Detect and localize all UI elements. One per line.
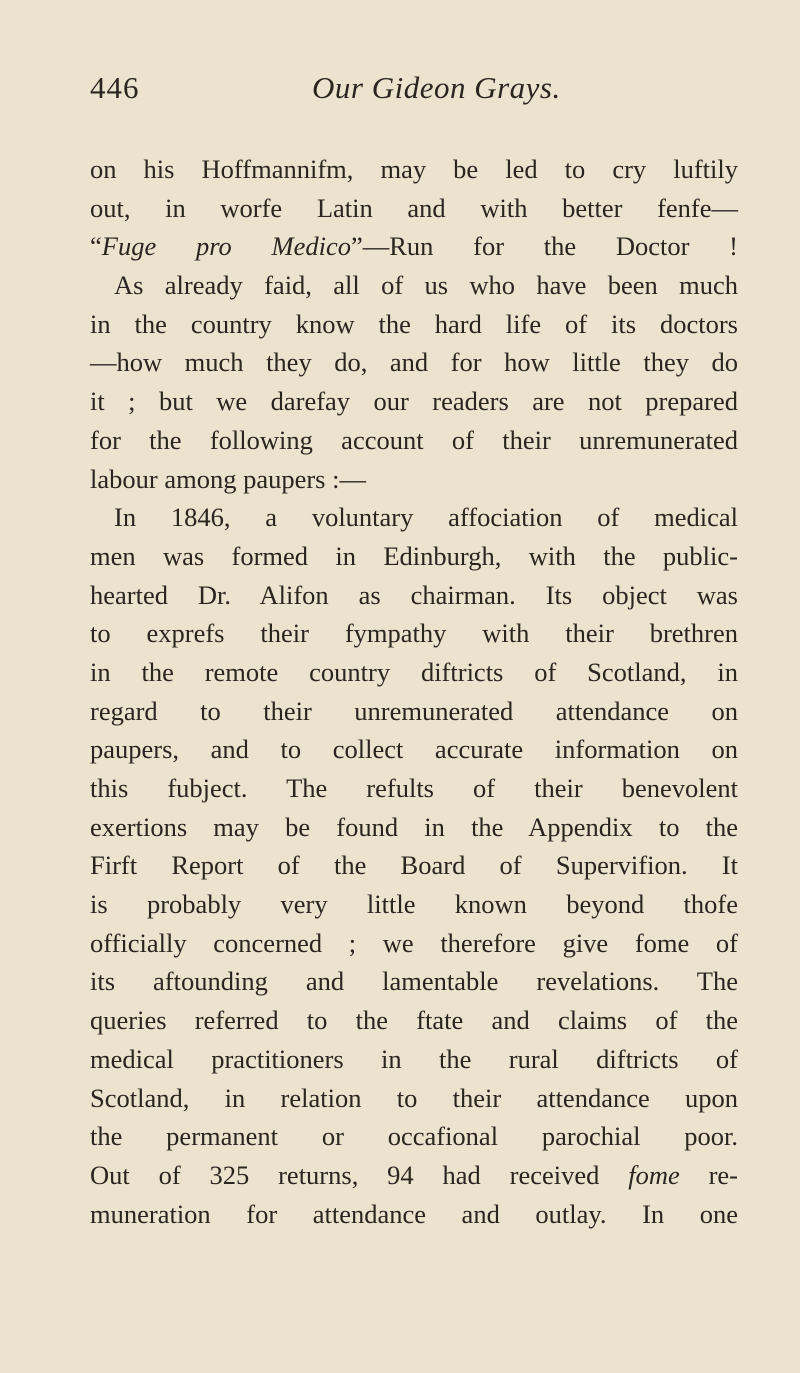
text-line: Firft Report of the Board of Supervifion. It	[90, 850, 738, 881]
paragraph-start-line: As already faid, all of us who have been much	[114, 270, 738, 301]
text-line: is probably very little known beyond thofe	[90, 889, 738, 920]
paragraph-end-line: labour among paupers :—	[90, 463, 366, 494]
text-line: the permanent or occafional parochial poor.	[90, 1121, 738, 1152]
text-line: Out of 325 returns, 94 had received fome re-	[90, 1159, 738, 1190]
text-line: exertions may be found in the Appendix to the	[90, 811, 738, 842]
text-line: it ; but we darefay our readers are not prepared	[90, 386, 738, 417]
text-line: —how much they do, and for how little they do	[90, 347, 738, 378]
text-line: muneration for attendance and outlay. In one	[90, 1198, 738, 1229]
text-line: queries referred to the ftate and claims of the	[90, 1005, 738, 1036]
text-line: regard to their unremunerated attendance on	[90, 695, 738, 726]
text-line: this fubject. The refults of their benevolent	[90, 773, 738, 803]
italic-word: fome	[628, 1159, 680, 1190]
text-line: “Fuge pro Medico”—Run for the Doctor !	[90, 231, 738, 262]
text-line: out, in worfe Latin and with better fenfe—	[90, 192, 738, 223]
paragraph-start-line: In 1846, a voluntary affociation of medical	[114, 502, 738, 533]
text-line: men was formed in Edinburgh, with the public-	[90, 540, 738, 571]
text-line: Scotland, in relation to their attendance upon	[90, 1082, 738, 1113]
text-line: to exprefs their fympathy with their brethren	[90, 618, 738, 649]
running-title: Our Gideon Grays.	[312, 70, 561, 105]
text-line: hearted Dr. Alifon as chairman. Its object was	[90, 579, 738, 610]
text-line: on his Hoffmannifm, may be led to cry luftily	[90, 154, 738, 184]
text-line: in the remote country diftricts of Scotland, in	[90, 656, 738, 687]
running-head	[90, 70, 730, 120]
text-line: its aftounding and lamentable revelations. The	[90, 966, 738, 997]
text-line: paupers, and to collect accurate information on	[90, 734, 738, 765]
text-line: officially concerned ; we therefore give fome of	[90, 927, 738, 958]
text-line: in the country know the hard life of its doctors	[90, 308, 738, 339]
body-text	[90, 150, 738, 1233]
latin-phrase: Fuge pro Medico	[101, 231, 351, 262]
text-line: for the following account of their unremunerated	[90, 424, 738, 455]
page-number: 446	[90, 70, 140, 105]
text-line: medical practitioners in the rural diftricts of	[90, 1043, 738, 1074]
